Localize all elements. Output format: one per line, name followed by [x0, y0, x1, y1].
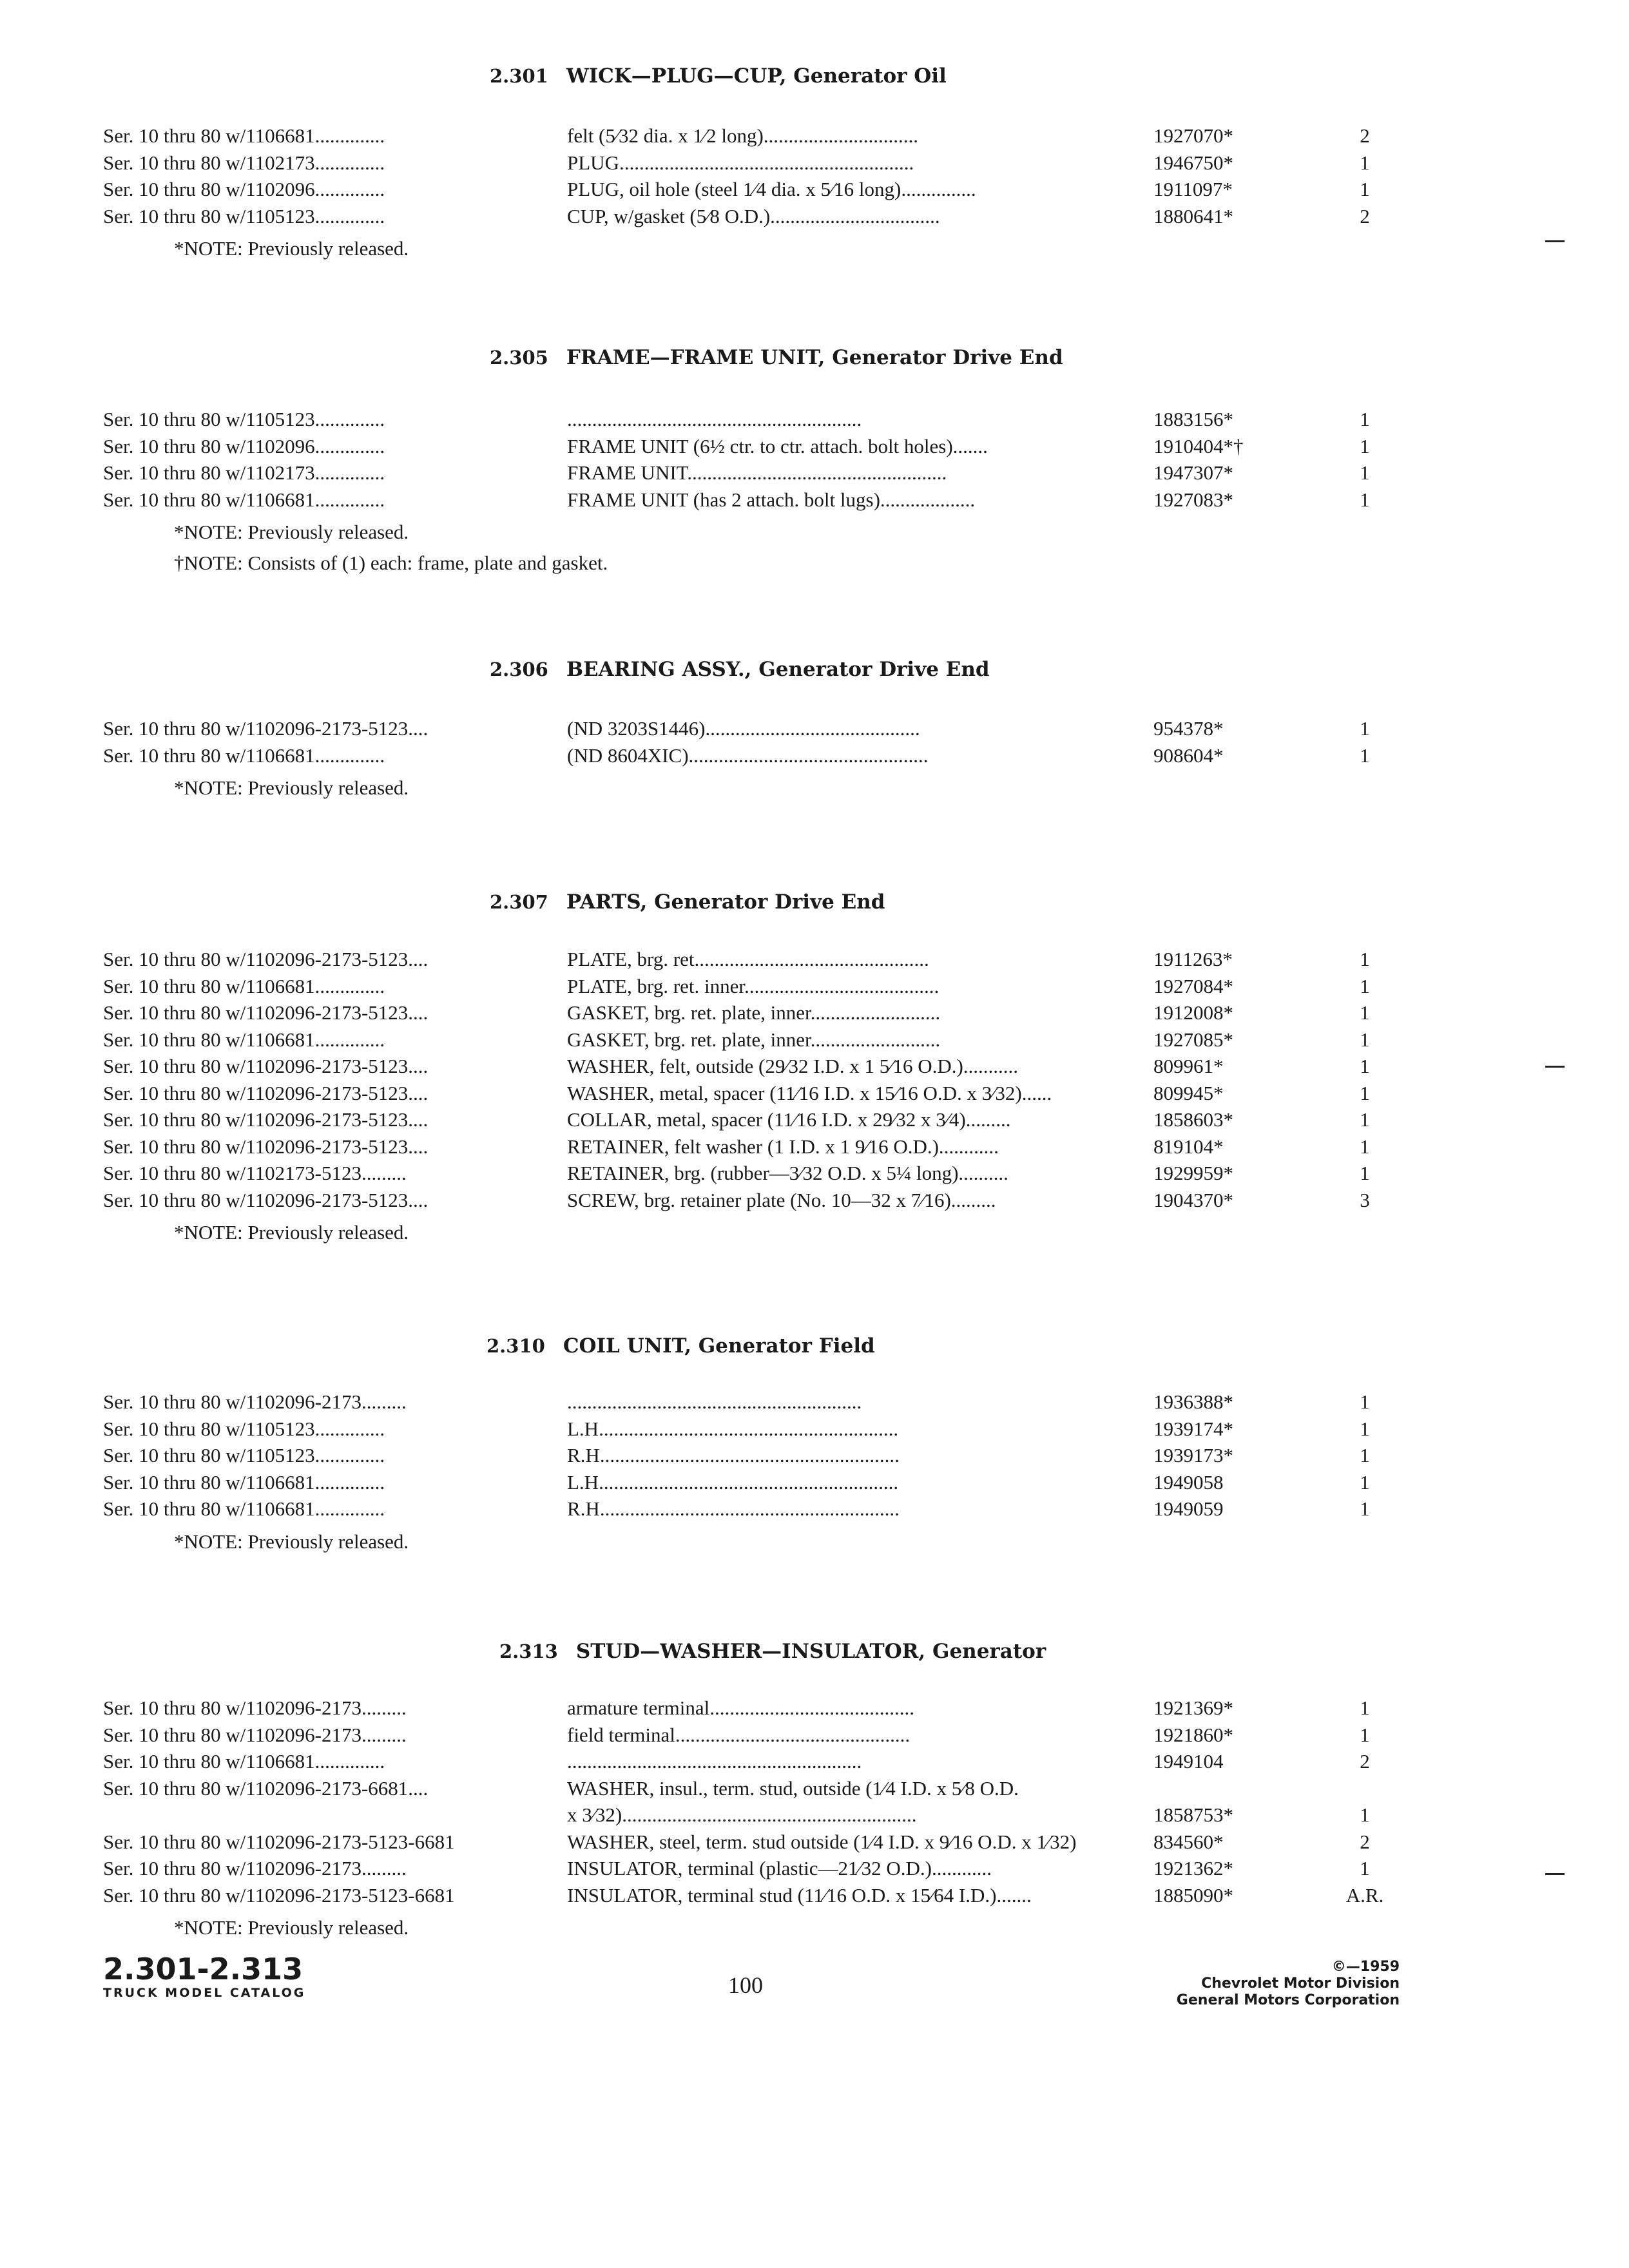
part-number: 1927083* — [1153, 488, 1233, 511]
parts-row — [0, 1187, 1629, 1214]
section-title: STUD—WASHER—INSULATOR, Generator — [575, 1640, 1046, 1663]
section-heading — [487, 1334, 875, 1358]
parts-row — [0, 459, 1629, 486]
part-number: 1921362* — [1153, 1857, 1233, 1879]
margin-mark — [1545, 1873, 1565, 1875]
parts-row — [0, 1722, 1629, 1749]
quantity: 1 — [1360, 1696, 1370, 1719]
parts-row — [0, 1495, 1629, 1523]
quantity: 2 — [1360, 1750, 1370, 1773]
serial-range: Ser. 10 thru 80 w/1102096-2173-6681.... — [103, 1776, 429, 1800]
part-description: armature terminal......................................... — [567, 1696, 914, 1719]
part-number: 1912008* — [1153, 1001, 1233, 1024]
part-number: 1883156* — [1153, 408, 1233, 430]
parts-row — [0, 1855, 1629, 1882]
part-number: 908604* — [1153, 744, 1224, 767]
parts-row — [0, 1802, 1629, 1829]
serial-range: Ser. 10 thru 80 w/1102096-2173......... — [103, 1857, 407, 1879]
quantity: 1 — [1360, 1444, 1370, 1466]
parts-row — [0, 1442, 1629, 1469]
part-number: 1927084* — [1153, 974, 1233, 997]
serial-range: Ser. 10 thru 80 w/1106681.............. — [103, 744, 385, 767]
parts-row — [0, 176, 1629, 203]
quantity: 2 — [1360, 204, 1370, 227]
quantity: 1 — [1360, 1723, 1370, 1746]
serial-range: Ser. 10 thru 80 w/1106681.............. — [103, 974, 385, 997]
parts-row — [0, 1882, 1629, 1909]
footer-right — [1177, 1959, 1400, 2009]
part-number: 1939174* — [1153, 1417, 1233, 1440]
section-title: WICK—PLUG—CUP, Generator Oil — [566, 64, 947, 88]
part-description: INSULATOR, terminal (plastic—21⁄32 O.D.)............ — [567, 1857, 992, 1879]
part-description: field terminal............................................... — [567, 1723, 911, 1746]
part-description: GASKET, brg. ret. plate, inner.......................... — [567, 1028, 941, 1051]
parts-row — [0, 999, 1629, 1026]
section-heading — [490, 346, 1063, 369]
parts-row — [0, 946, 1629, 973]
serial-range: Ser. 10 thru 80 w/1102096.............. — [103, 434, 385, 457]
section-title: COIL UNIT, Generator Field — [563, 1334, 875, 1358]
serial-range: Ser. 10 thru 80 w/1102096-2173......... — [103, 1390, 407, 1413]
quantity: 1 — [1360, 948, 1370, 970]
parts-row — [0, 1469, 1629, 1496]
quantity: A.R. — [1345, 1883, 1384, 1907]
section-number: 2.310 — [487, 1335, 545, 1357]
part-number: 1911263* — [1153, 948, 1233, 970]
parts-row — [0, 1133, 1629, 1160]
section-number: 2.306 — [490, 658, 548, 680]
serial-range: Ser. 10 thru 80 w/1106681.............. — [103, 1470, 385, 1494]
part-number: 1936388* — [1153, 1390, 1233, 1413]
part-number: 1911097* — [1153, 178, 1233, 200]
part-description: GASKET, brg. ret. plate, inner.......................... — [567, 1001, 941, 1024]
parts-row — [0, 1775, 1629, 1802]
serial-range: Ser. 10 thru 80 w/1106681.............. — [103, 124, 385, 147]
part-number: 1949059 — [1153, 1497, 1224, 1520]
part-description: FRAME UNIT (has 2 attach. bolt lugs)................... — [567, 488, 976, 511]
serial-range: Ser. 10 thru 80 w/1102173-5123......... — [103, 1162, 407, 1184]
section-number: 2.307 — [490, 891, 548, 913]
part-number: 1858603* — [1153, 1108, 1233, 1131]
page-number: 100 — [728, 1972, 763, 1998]
corporation: General Motors Corporation — [1176, 1992, 1400, 2008]
section-title: PARTS, Generator Drive End — [566, 890, 885, 914]
parts-row — [0, 1829, 1629, 1856]
part-description: RETAINER, felt washer (1 I.D. x 1 9⁄16 O.D.)............ — [567, 1135, 999, 1158]
part-description: x 3⁄32)........................................................... — [567, 1803, 917, 1826]
part-description: (ND 8604XIC)................................................ — [567, 744, 929, 767]
parts-row — [0, 1389, 1629, 1416]
parts-row — [0, 1695, 1629, 1722]
quantity: 1 — [1360, 461, 1370, 484]
quantity: 1 — [1360, 1162, 1370, 1184]
quantity: 1 — [1360, 408, 1370, 430]
section-note: *NOTE: Previously released. — [174, 237, 409, 260]
quantity: 3 — [1360, 1188, 1370, 1211]
serial-range: Ser. 10 thru 80 w/1102096-2173......... — [103, 1696, 407, 1719]
serial-range: Ser. 10 thru 80 w/1106681.............. — [103, 1750, 385, 1773]
section-number: 2.305 — [490, 347, 548, 369]
part-number: 1921860* — [1153, 1723, 1233, 1746]
part-description: WASHER, metal, spacer (11⁄16 I.D. x 15⁄16 O.D. x 3⁄32)...... — [567, 1081, 1052, 1104]
part-number: 1939173* — [1153, 1444, 1233, 1466]
part-number: 1947307* — [1153, 461, 1233, 484]
part-number: 1904370* — [1153, 1188, 1233, 1211]
part-number: 1880641* — [1153, 204, 1233, 227]
part-description: felt (5⁄32 dia. x 1⁄2 long)............................... — [567, 124, 919, 147]
quantity: 1 — [1360, 1055, 1370, 1077]
section-number: 2.301 — [490, 65, 548, 87]
catalog-name: TRUCK MODEL CATALOG — [103, 1986, 306, 2000]
part-description: WASHER, steel, term. stud outside (1⁄4 I.D. x 9⁄16 O.D. x 1⁄32) — [567, 1830, 1077, 1853]
part-description: RETAINER, brg. (rubber—3⁄32 O.D. x 5¼ long).......... — [567, 1162, 1008, 1184]
part-description: ........................................................... — [567, 1390, 862, 1413]
part-description: CUP, w/gasket (5⁄8 O.D.).................................. — [567, 204, 940, 227]
quantity: 1 — [1360, 1108, 1370, 1131]
parts-row — [0, 1053, 1629, 1080]
serial-range: Ser. 10 thru 80 w/1102096-2173-5123.... — [103, 1081, 429, 1104]
part-description: FRAME UNIT (6½ ctr. to ctr. attach. bolt holes)....... — [567, 434, 988, 457]
section-note: †NOTE: Consists of (1) each: frame, plate and gasket. — [174, 552, 608, 574]
part-number: 809945* — [1153, 1081, 1224, 1104]
parts-row — [0, 1416, 1629, 1443]
parts-row — [0, 1106, 1629, 1133]
serial-range: Ser. 10 thru 80 w/1102096-2173-5123.... — [103, 1188, 429, 1211]
section-range: 2.301-2.313 — [103, 1952, 304, 1986]
quantity: 1 — [1360, 1390, 1370, 1413]
section-heading — [490, 64, 947, 88]
parts-row — [0, 1748, 1629, 1775]
part-number: 1910404*† — [1153, 434, 1244, 457]
part-number: 809961* — [1153, 1055, 1224, 1077]
quantity: 1 — [1360, 717, 1370, 740]
section-note: *NOTE: Previously released. — [174, 521, 409, 543]
part-number: 1921369* — [1153, 1696, 1233, 1719]
part-number: 819104* — [1153, 1135, 1224, 1158]
quantity: 1 — [1360, 974, 1370, 997]
part-description: FRAME UNIT.................................................... — [567, 461, 947, 484]
serial-range: Ser. 10 thru 80 w/1102096-2173-5123.... — [103, 948, 429, 970]
parts-row — [0, 742, 1629, 769]
part-description: PLATE, brg. ret............................................... — [567, 948, 929, 970]
serial-range: Ser. 10 thru 80 w/1102173.............. — [103, 461, 385, 484]
part-number: 1885090* — [1153, 1883, 1233, 1907]
part-number: 1946750* — [1153, 151, 1233, 174]
parts-row — [0, 406, 1629, 433]
part-number: 1858753* — [1153, 1803, 1233, 1826]
parts-row — [0, 149, 1629, 177]
serial-range: Ser. 10 thru 80 w/1102096-2173-5123.... — [103, 1055, 429, 1077]
parts-row — [0, 203, 1629, 230]
part-description: PLUG, oil hole (steel 1⁄4 dia. x 5⁄16 long)............... — [567, 178, 976, 200]
serial-range: Ser. 10 thru 80 w/1102173.............. — [103, 151, 385, 174]
serial-range: Ser. 10 thru 80 w/1102096-2173......... — [103, 1723, 407, 1746]
section-heading — [490, 890, 885, 914]
section-title: BEARING ASSY., Generator Drive End — [566, 658, 990, 681]
section-note: *NOTE: Previously released. — [174, 1916, 409, 1939]
part-description: PLUG........................................................... — [567, 151, 914, 174]
footer-left — [103, 1952, 305, 2000]
serial-range: Ser. 10 thru 80 w/1105123.............. — [103, 1417, 385, 1440]
division: Chevrolet Motor Division — [1201, 1975, 1400, 1992]
parts-row — [0, 715, 1629, 742]
part-number: 954378* — [1153, 717, 1224, 740]
part-description: WASHER, felt, outside (29⁄32 I.D. x 1 5⁄16 O.D.)........... — [567, 1055, 1019, 1077]
part-number: 1949058 — [1153, 1470, 1224, 1494]
serial-range: Ser. 10 thru 80 w/1102096-2173-5123.... — [103, 1135, 429, 1158]
part-number: 834560* — [1153, 1830, 1224, 1853]
part-description: L.H............................................................ — [567, 1417, 899, 1440]
serial-range: Ser. 10 thru 80 w/1102096-2173-5123.... — [103, 717, 429, 740]
part-number: 1929959* — [1153, 1162, 1233, 1184]
quantity: 2 — [1360, 1830, 1370, 1853]
section-note: *NOTE: Previously released. — [174, 776, 409, 799]
quantity: 1 — [1360, 1803, 1370, 1826]
quantity: 1 — [1360, 1028, 1370, 1051]
quantity: 1 — [1360, 434, 1370, 457]
quantity: 1 — [1360, 1417, 1370, 1440]
quantity: 1 — [1360, 1497, 1370, 1520]
part-description: R.H............................................................ — [567, 1444, 900, 1466]
parts-row — [0, 1160, 1629, 1187]
section-number: 2.313 — [499, 1640, 558, 1662]
serial-range: Ser. 10 thru 80 w/1102096-2173-5123.... — [103, 1001, 429, 1024]
part-description: ........................................................... — [567, 1750, 862, 1773]
part-number: 1927070* — [1153, 124, 1233, 147]
section-note: *NOTE: Previously released. — [174, 1221, 409, 1244]
quantity: 1 — [1360, 1001, 1370, 1024]
section-heading — [499, 1640, 1046, 1663]
part-description: COLLAR, metal, spacer (11⁄16 I.D. x 29⁄32 x 3⁄4)......... — [567, 1108, 1011, 1131]
parts-row — [0, 973, 1629, 1000]
serial-range: Ser. 10 thru 80 w/1102096-2173-5123.... — [103, 1108, 429, 1131]
part-description: L.H............................................................ — [567, 1470, 899, 1494]
quantity: 1 — [1360, 1857, 1370, 1879]
margin-mark — [1545, 1066, 1565, 1068]
part-description: INSULATOR, terminal stud (11⁄16 O.D. x 15⁄64 I.D.)....... — [567, 1883, 1032, 1907]
part-number: 1949104 — [1153, 1750, 1224, 1773]
section-heading — [490, 658, 990, 681]
quantity: 1 — [1360, 488, 1370, 511]
serial-range: Ser. 10 thru 80 w/1105123.............. — [103, 204, 385, 227]
part-description: PLATE, brg. ret. inner....................................... — [567, 974, 940, 997]
quantity: 1 — [1360, 1135, 1370, 1158]
parts-row — [0, 1080, 1629, 1107]
serial-range: Ser. 10 thru 80 w/1102096-2173-5123-6681 — [103, 1883, 455, 1907]
part-description: SCREW, brg. retainer plate (No. 10—32 x 7⁄16)......... — [567, 1188, 996, 1211]
quantity: 1 — [1360, 1081, 1370, 1104]
margin-mark — [1545, 240, 1565, 242]
part-description: R.H............................................................ — [567, 1497, 900, 1520]
parts-row — [0, 122, 1629, 149]
serial-range: Ser. 10 thru 80 w/1106681.............. — [103, 488, 385, 511]
serial-range: Ser. 10 thru 80 w/1102096.............. — [103, 178, 385, 200]
quantity: 1 — [1360, 151, 1370, 174]
quantity: 1 — [1360, 1470, 1370, 1494]
section-note: *NOTE: Previously released. — [174, 1530, 409, 1553]
parts-row — [0, 433, 1629, 460]
parts-row — [0, 1026, 1629, 1053]
quantity: 1 — [1360, 178, 1370, 200]
part-description: ........................................................... — [567, 408, 862, 430]
part-description: (ND 3203S1446)........................................... — [567, 717, 920, 740]
serial-range: Ser. 10 thru 80 w/1105123.............. — [103, 408, 385, 430]
serial-range: Ser. 10 thru 80 w/1102096-2173-5123-6681 — [103, 1830, 455, 1853]
part-number: 1927085* — [1153, 1028, 1233, 1051]
serial-range: Ser. 10 thru 80 w/1106681.............. — [103, 1497, 385, 1520]
section-title: FRAME—FRAME UNIT, Generator Drive End — [566, 346, 1063, 369]
serial-range: Ser. 10 thru 80 w/1105123.............. — [103, 1444, 385, 1466]
serial-range: Ser. 10 thru 80 w/1106681.............. — [103, 1028, 385, 1051]
parts-row — [0, 486, 1629, 514]
copyright: ©—1959 — [1331, 1959, 1400, 1975]
quantity: 1 — [1360, 744, 1370, 767]
quantity: 2 — [1360, 124, 1370, 147]
part-description: WASHER, insul., term. stud, outside (1⁄4 I.D. x 5⁄8 O.D. — [567, 1776, 1019, 1800]
